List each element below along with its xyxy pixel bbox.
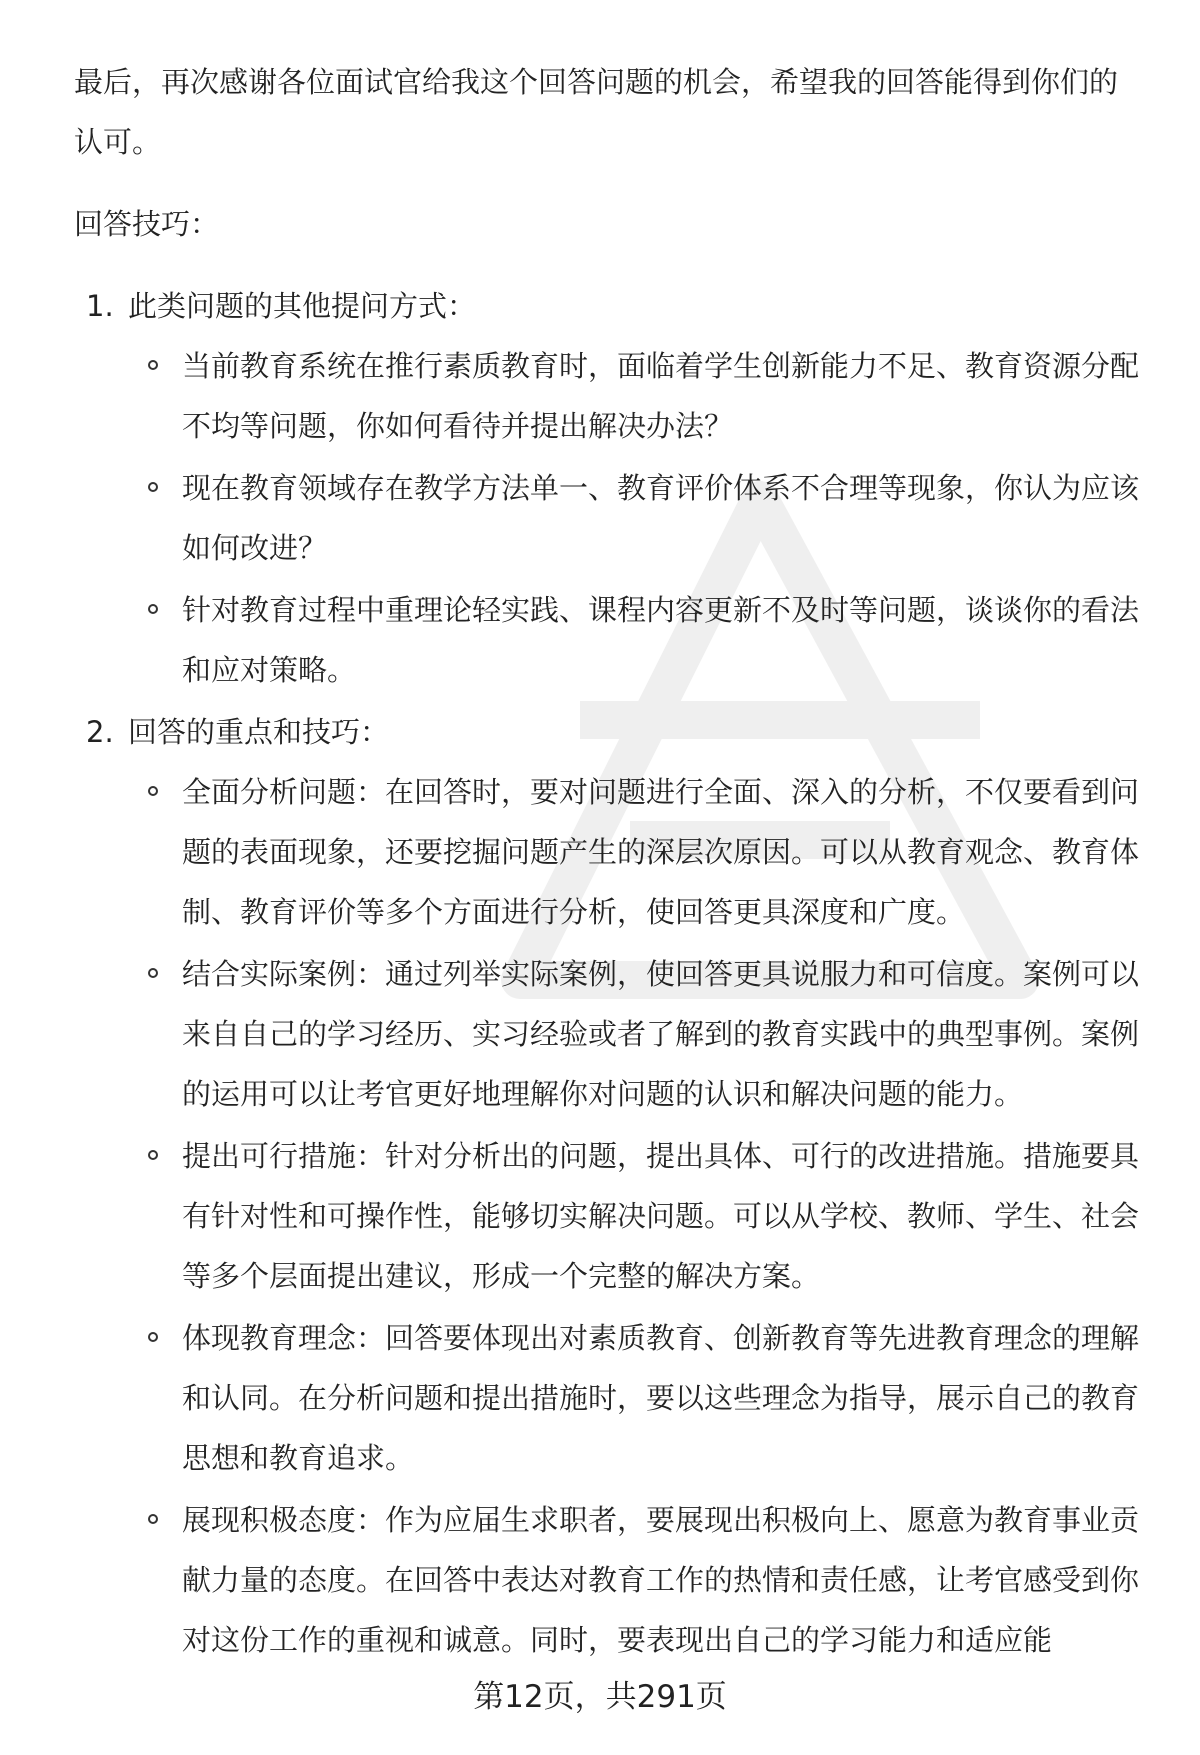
section-number: 2. (86, 715, 114, 749)
tips-list (74, 276, 1144, 1670)
section-key-points (74, 702, 1144, 1670)
list-item-text: 体现教育理念：回答要体现出对素质教育、创新教育等先进教育理念的理解和认同。在分析问题和提出措施时，要以这些理念为指导，展示自己的教育思想和教育追求。 (182, 1321, 1140, 1475)
page-number-footer: 第12页，共291页 (473, 1679, 727, 1715)
bullet-circle-icon (148, 360, 158, 370)
list-item-text: 展现积极态度：作为应届生求职者，要展现出积极向上、愿意为教育事业贡献力量的态度。在回答中表达对教育工作的热情和责任感，让考官感受到你对这份工作的重视和诚意。同时，要表现出自己的学习能力和适应能 (182, 1503, 1140, 1657)
list-item (128, 1126, 1144, 1306)
document-body (74, 52, 1144, 1672)
section-other-questions (74, 276, 1144, 700)
list-item-text: 结合实际案例：通过列举实际案例，使回答更具说服力和可信度。案例可以来自自己的学习经历、实习经验或者了解到的教育实践中的典型事例。案例的运用可以让考官更好地理解你对问题的认识和解决问题的能力。 (182, 957, 1140, 1111)
alt-questions-list (128, 336, 1144, 700)
key-points-list (128, 762, 1144, 1670)
list-item-text: 针对教育过程中重理论轻实践、课程内容更新不及时等问题，谈谈你的看法和应对策略。 (182, 593, 1140, 687)
tips-heading: 回答技巧： (74, 207, 220, 241)
bullet-circle-icon (148, 1150, 158, 1160)
list-item (128, 944, 1144, 1124)
list-item (128, 458, 1144, 578)
list-item (128, 336, 1144, 456)
bullet-circle-icon (148, 482, 158, 492)
list-item (128, 1490, 1144, 1670)
bullet-circle-icon (148, 1332, 158, 1342)
list-item (128, 1308, 1144, 1488)
list-item-text: 提出可行措施：针对分析出的问题，提出具体、可行的改进措施。措施要具有针对性和可操作性，能够切实解决问题。可以从学校、教师、学生、社会等多个层面提出建议，形成一个完整的解决方案。 (182, 1139, 1140, 1293)
section-number: 1. (86, 289, 114, 323)
bullet-circle-icon (148, 968, 158, 978)
bullet-circle-icon (148, 1514, 158, 1524)
section-title: 回答的重点和技巧： (128, 715, 390, 749)
bullet-circle-icon (148, 604, 158, 614)
bullet-circle-icon (148, 786, 158, 796)
list-item (128, 762, 1144, 942)
closing-paragraph: 最后，再次感谢各位面试官给我这个回答问题的机会，希望我的回答能得到你们的认可。 (74, 65, 1119, 159)
list-item (128, 580, 1144, 700)
list-item-text: 当前教育系统在推行素质教育时，面临着学生创新能力不足、教育资源分配不均等问题，你如何看待并提出解决办法？ (182, 349, 1140, 443)
section-title: 此类问题的其他提问方式： (128, 289, 477, 323)
list-item-text: 全面分析问题：在回答时，要对问题进行全面、深入的分析，不仅要看到问题的表面现象，还要挖掘问题产生的深层次原因。可以从教育观念、教育体制、教育评价等多个方面进行分析，使回答更具深度和广度。 (182, 775, 1140, 929)
list-item-text: 现在教育领域存在教学方法单一、教育评价体系不合理等现象，你认为应该如何改进？ (182, 471, 1140, 565)
